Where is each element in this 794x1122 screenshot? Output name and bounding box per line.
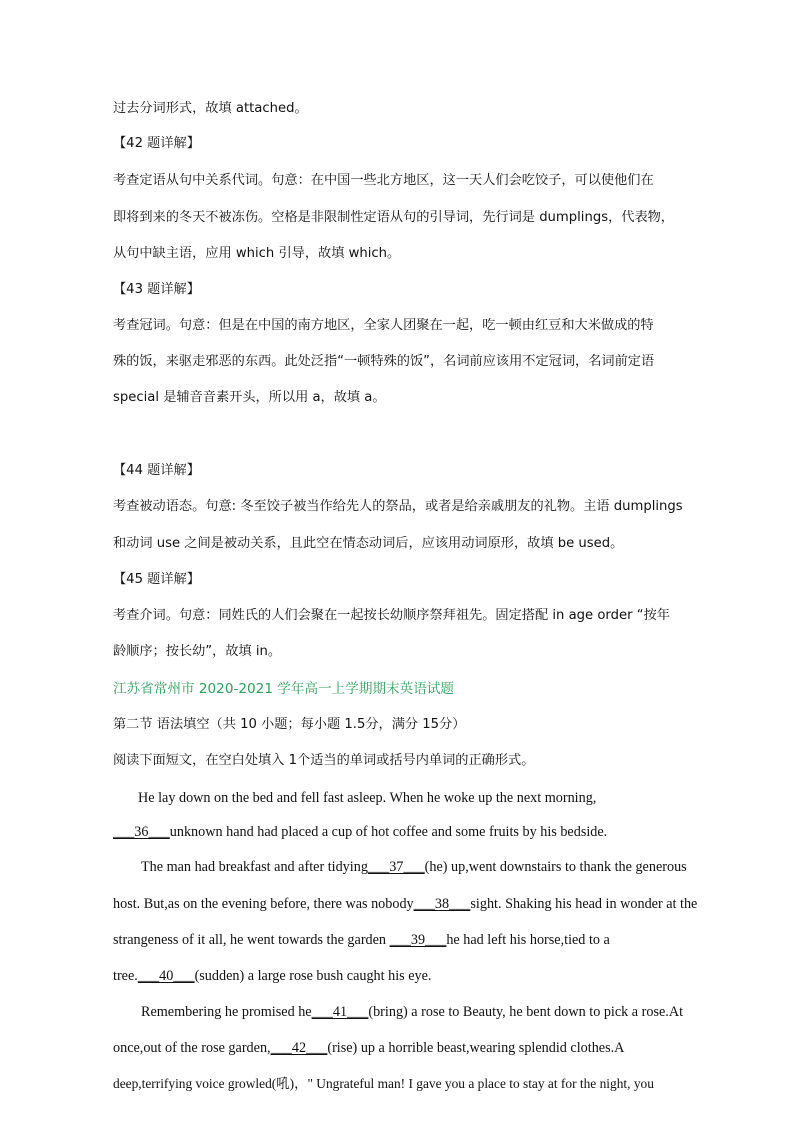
source-title: 江苏省常州市 2020-2021 学年高一上学期期末英语试题: [113, 681, 455, 697]
explanation-line: 考查冠词。句意：但是在中国的南方地区，全家人团聚在一起，吃一顿由红豆和大米做成的特: [113, 318, 654, 333]
passage-text: strangeness of it all, he went towards the garden: [113, 932, 387, 948]
passage-text: The man had breakfast and after tidying: [141, 859, 368, 875]
passage-text: (bring) a rose to Beauty, he bent down to pick a rose.At: [368, 1004, 684, 1020]
blank-41[interactable]: ___41___: [311, 1004, 369, 1020]
explanation-line: 龄顺序；按长幼”，故填 in。: [113, 644, 282, 659]
explanation-line: 殊的饭，来驱走邪恶的东西。此处泛指“一顿特殊的饭”，名词前应该用不定冠词，名词前定语: [113, 354, 655, 369]
blank-39[interactable]: ___39___: [389, 932, 447, 948]
explanation-line: 和动词 use 之间是被动关系，且此空在情态动词后，应该用动词原形，故填 be used。: [113, 536, 624, 551]
passage-text: Remembering he promised he: [141, 1004, 312, 1020]
passage-line: [113, 823, 607, 841]
explanation-line: special 是辅音音素开头，所以用 a，故填 a。: [113, 390, 386, 405]
passage-text: (he) up,went downstairs to thank the generous: [424, 859, 687, 875]
blank-37[interactable]: ___37___: [367, 859, 425, 875]
passage-line: [113, 967, 431, 985]
explanation-line: 即将到来的冬天不被冻伤。空格是非限制性定语从句的引导词，先行词是 dumplings，代表物，: [113, 210, 674, 225]
explanation-line: 考查定语从句中关系代词。句意：在中国一些北方地区，这一天人们会吃饺子，可以使他们在: [113, 173, 654, 188]
explanation-line: 从句中缺主语，应用 which 引导，故填 which。: [113, 246, 401, 261]
blank-36[interactable]: ___36___: [113, 824, 170, 840]
heading-45: 【45 题详解】: [113, 572, 200, 587]
passage-line: [141, 858, 687, 876]
instruction-line: 阅读下面短文，在空白处填入 1个适当的单词或括号内单词的正确形式。: [113, 753, 535, 768]
passage-text: host. But,as on the evening before, there was nobody: [113, 896, 414, 912]
blank-42[interactable]: ___42___: [270, 1040, 328, 1056]
passage-line: [138, 789, 596, 807]
blank-40[interactable]: ___40___: [137, 968, 195, 984]
passage-line: [113, 931, 610, 949]
explanation-line: 考查介词。句意：同姓氏的人们会聚在一起按长幼顺序祭拜祖先。固定搭配 in age order “按年: [113, 608, 670, 623]
passage-text: he had left his horse,tied to a: [446, 932, 610, 948]
passage-text: once,out of the rose garden,: [113, 1040, 271, 1056]
blank-38[interactable]: ___38___: [413, 896, 471, 912]
passage-line: [141, 1003, 683, 1021]
passage-text: (rise) up a horrible beast,wearing splendid clothes.A: [327, 1040, 625, 1056]
passage-text: unknown hand had placed a cup of hot coffee and some fruits by his bedside.: [169, 824, 608, 840]
passage-text: (sudden) a large rose bush caught his eye.: [194, 968, 432, 984]
passage-text: sight. Shaking his head in wonder at the: [470, 896, 698, 912]
passage-text: tree.: [113, 968, 138, 984]
section-heading: 第二节 语法填空（共 10 小题；每小题 1.5分，满分 15分）: [113, 717, 466, 732]
heading-43: 【43 题详解】: [113, 282, 200, 297]
heading-42: 【42 题详解】: [113, 136, 200, 151]
passage-text: He lay down on the bed and fell fast asleep. When he woke up the next morning,: [138, 790, 597, 806]
explanation-line: 过去分词形式，故填 attached。: [113, 101, 308, 116]
heading-44: 【44 题详解】: [113, 463, 200, 478]
passage-text: deep,terrifying voice growled(吼)，" Ungrateful man! I gave you a place to stay at for the night, you: [113, 1076, 654, 1091]
explanation-line: 考查被动语态。句意: 冬至饺子被当作给先人的祭品，或者是给亲戚朋友的礼物。主语 dumplings: [113, 499, 683, 514]
passage-line: [113, 1075, 654, 1093]
passage-line: [113, 895, 697, 913]
passage-line: [113, 1039, 624, 1057]
